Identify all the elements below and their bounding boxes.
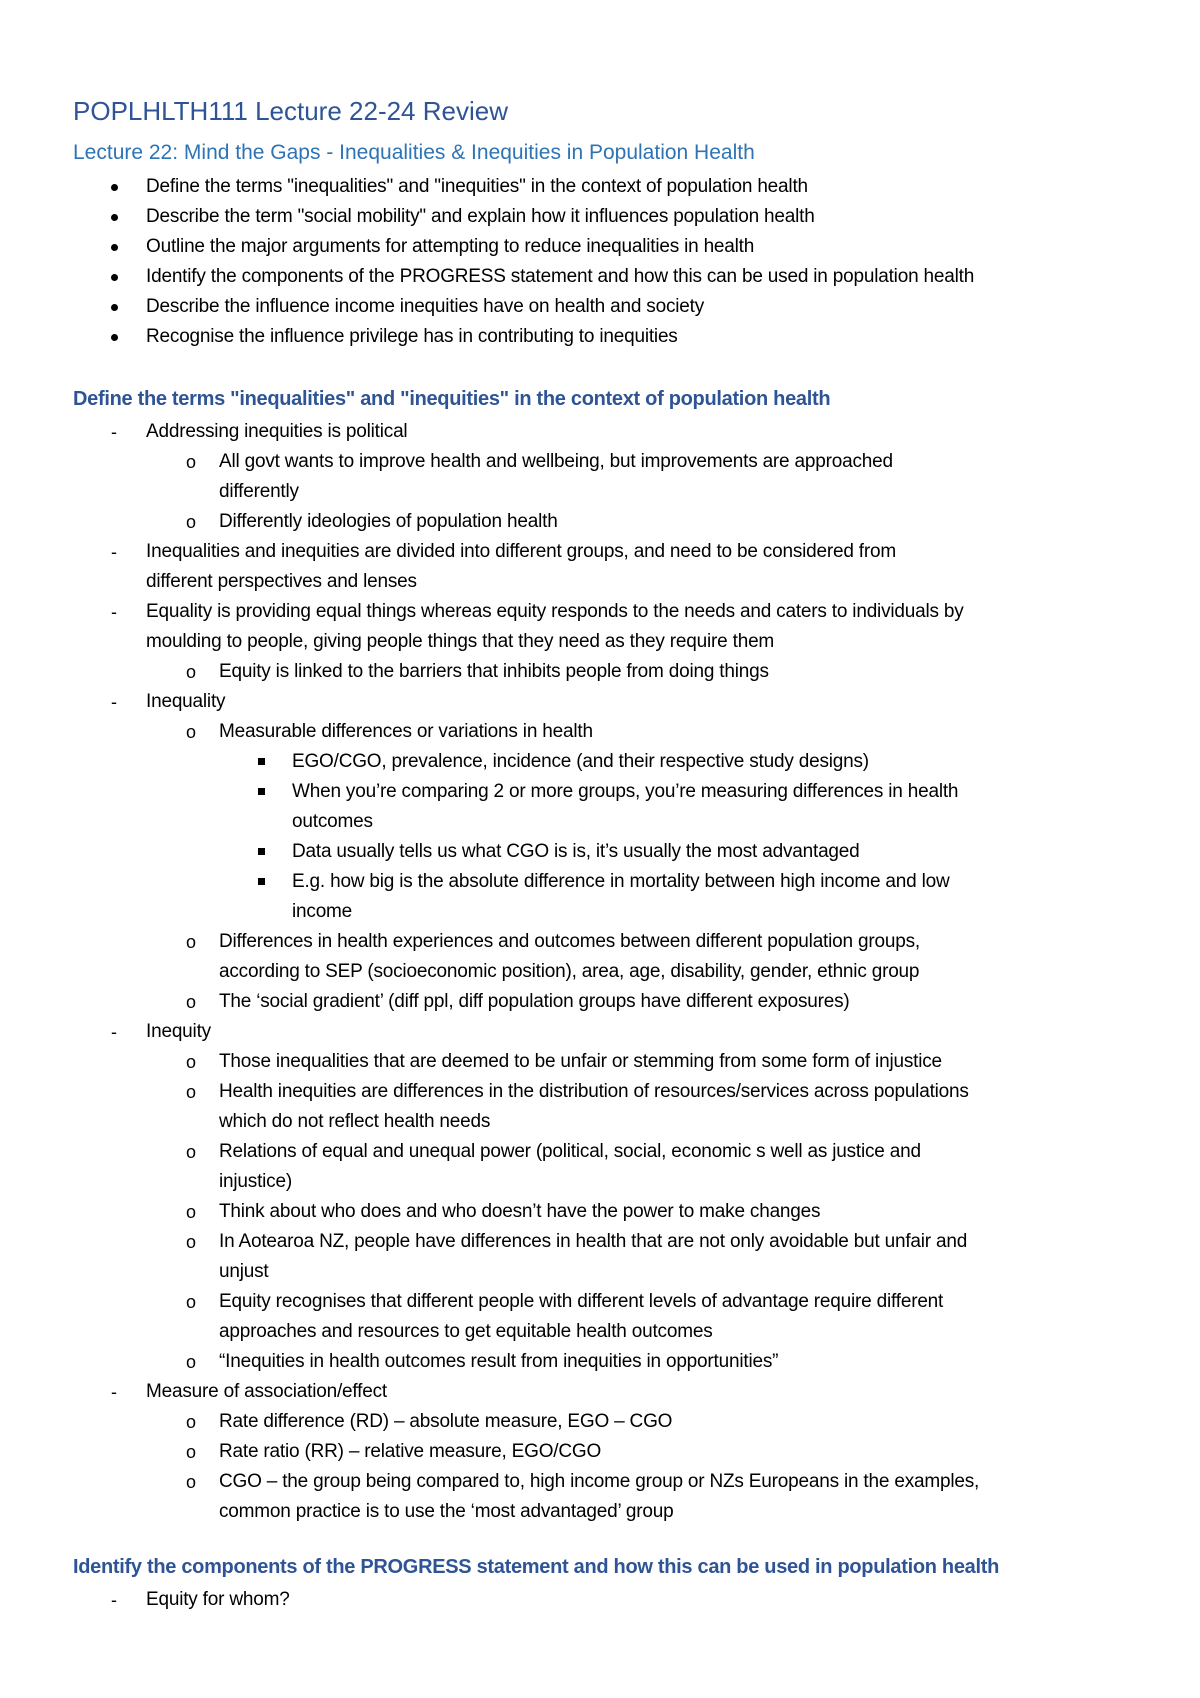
list-item: Think about who does and who doesn’t have the power to make changes bbox=[219, 1201, 821, 1222]
circle-marker: o bbox=[186, 1142, 197, 1162]
list-item-continuation: injustice) bbox=[219, 1171, 292, 1192]
section-heading: Define the terms "inequalities" and "inequities" in the context of population health bbox=[73, 388, 831, 410]
objective-item: Describe the term "social mobility" and explain how it influences population health bbox=[146, 206, 815, 227]
circle-marker: o bbox=[186, 1412, 197, 1432]
list-item-continuation: approaches and resources to get equitable health outcomes bbox=[219, 1321, 713, 1342]
list-item: Data usually tells us what CGO is is, it’s usually the most advantaged bbox=[292, 841, 860, 862]
list-item-continuation: which do not reflect health needs bbox=[219, 1111, 491, 1132]
list-item: When you’re comparing 2 or more groups, you’re measuring differences in health bbox=[292, 781, 959, 802]
circle-marker: o bbox=[186, 1472, 197, 1492]
circle-marker: o bbox=[186, 992, 197, 1012]
circle-marker: o bbox=[186, 722, 197, 742]
circle-marker: o bbox=[186, 1292, 197, 1312]
list-item-continuation: common practice is to use the ‘most advantaged’ group bbox=[219, 1501, 674, 1522]
circle-marker: o bbox=[186, 932, 197, 952]
list-item: All govt wants to improve health and wellbeing, but improvements are approached bbox=[219, 451, 893, 472]
circle-marker: o bbox=[186, 1052, 197, 1072]
list-item: CGO – the group being compared to, high income group or NZs Europeans in the examples, bbox=[219, 1471, 980, 1492]
list-item: Health inequities are differences in the distribution of resources/services across populations bbox=[219, 1081, 969, 1102]
objective-item: Describe the influence income inequities have on health and society bbox=[146, 296, 705, 317]
document-title: POPLHLTH111 Lecture 22-24 Review bbox=[73, 96, 508, 126]
square-bullet-marker bbox=[258, 788, 265, 795]
circle-marker: o bbox=[186, 452, 197, 472]
list-item-continuation: different perspectives and lenses bbox=[146, 571, 417, 592]
lecture-title: Lecture 22: Mind the Gaps - Inequalities & Inequities in Population Health bbox=[73, 141, 755, 164]
dash-marker: - bbox=[111, 1382, 117, 1402]
list-item: “Inequities in health outcomes result from inequities in opportunities” bbox=[219, 1351, 779, 1372]
objective-item: Outline the major arguments for attempting to reduce inequalities in health bbox=[146, 236, 755, 257]
dash-marker: - bbox=[111, 422, 117, 442]
list-item: In Aotearoa NZ, people have differences in health that are not only avoidable but unfair and bbox=[219, 1231, 968, 1252]
square-bullet-marker bbox=[258, 878, 265, 885]
list-item: Equity for whom? bbox=[146, 1589, 290, 1610]
dash-marker: - bbox=[111, 1022, 117, 1042]
circle-marker: o bbox=[186, 1202, 197, 1222]
list-item: The ‘social gradient’ (diff ppl, diff population groups have different exposures) bbox=[219, 991, 850, 1012]
circle-marker: o bbox=[186, 1082, 197, 1102]
square-bullet-marker bbox=[258, 758, 265, 765]
list-item: Measure of association/effect bbox=[146, 1381, 387, 1402]
objective-item: Define the terms "inequalities" and "inequities" in the context of population health bbox=[146, 176, 808, 197]
list-item-continuation: moulding to people, giving people things that they need as they require them bbox=[146, 631, 775, 652]
dash-marker: - bbox=[111, 602, 117, 622]
list-item: Measurable differences or variations in health bbox=[219, 721, 593, 742]
dash-marker: - bbox=[111, 542, 117, 562]
dash-marker: - bbox=[111, 1590, 117, 1610]
circle-marker: o bbox=[186, 1352, 197, 1372]
section-heading: Identify the components of the PROGRESS statement and how this can be used in population health bbox=[73, 1556, 1000, 1578]
circle-marker: o bbox=[186, 512, 197, 532]
list-item: Inequalities and inequities are divided into different groups, and need to be considered from bbox=[146, 541, 897, 562]
list-item-continuation: according to SEP (socioeconomic position), area, age, disability, gender, ethnic group bbox=[219, 961, 920, 982]
list-item: E.g. how big is the absolute difference in mortality between high income and low bbox=[292, 871, 950, 892]
square-bullet-marker bbox=[258, 848, 265, 855]
list-item: Differences in health experiences and outcomes between different population groups, bbox=[219, 931, 920, 952]
list-item: Equity is linked to the barriers that inhibits people from doing things bbox=[219, 661, 769, 682]
list-item-continuation: unjust bbox=[219, 1261, 269, 1282]
list-item-continuation: outcomes bbox=[292, 811, 373, 832]
list-item: Inequality bbox=[146, 691, 226, 712]
list-item-continuation: differently bbox=[219, 481, 299, 502]
dash-marker: - bbox=[111, 692, 117, 712]
list-item: Differently ideologies of population health bbox=[219, 511, 558, 532]
list-item: Addressing inequities is political bbox=[146, 421, 408, 442]
circle-marker: o bbox=[186, 1442, 197, 1462]
bullet-marker bbox=[111, 244, 118, 251]
list-item: Those inequalities that are deemed to be unfair or stemming from some form of injustice bbox=[219, 1051, 942, 1072]
bullet-marker bbox=[111, 304, 118, 311]
list-item-continuation: income bbox=[292, 901, 353, 922]
objective-item: Identify the components of the PROGRESS statement and how this can be used in population health bbox=[146, 266, 975, 287]
list-item: Inequity bbox=[146, 1021, 211, 1042]
list-item: Relations of equal and unequal power (political, social, economic s well as justice and bbox=[219, 1141, 921, 1162]
bullet-marker bbox=[111, 274, 118, 281]
list-item: Equality is providing equal things whereas equity responds to the needs and caters to individuals by bbox=[146, 601, 964, 622]
circle-marker: o bbox=[186, 1232, 197, 1252]
bullet-marker bbox=[111, 214, 118, 221]
objective-item: Recognise the influence privilege has in contributing to inequities bbox=[146, 326, 678, 347]
bullet-marker bbox=[111, 184, 118, 191]
list-item: Rate ratio (RR) – relative measure, EGO/CGO bbox=[219, 1441, 602, 1462]
list-item: Rate difference (RD) – absolute measure, EGO – CGO bbox=[219, 1411, 673, 1432]
circle-marker: o bbox=[186, 662, 197, 682]
list-item: EGO/CGO, prevalence, incidence (and their respective study designs) bbox=[292, 751, 869, 772]
bullet-marker bbox=[111, 334, 118, 341]
list-item: Equity recognises that different people with different levels of advantage require different bbox=[219, 1291, 944, 1312]
